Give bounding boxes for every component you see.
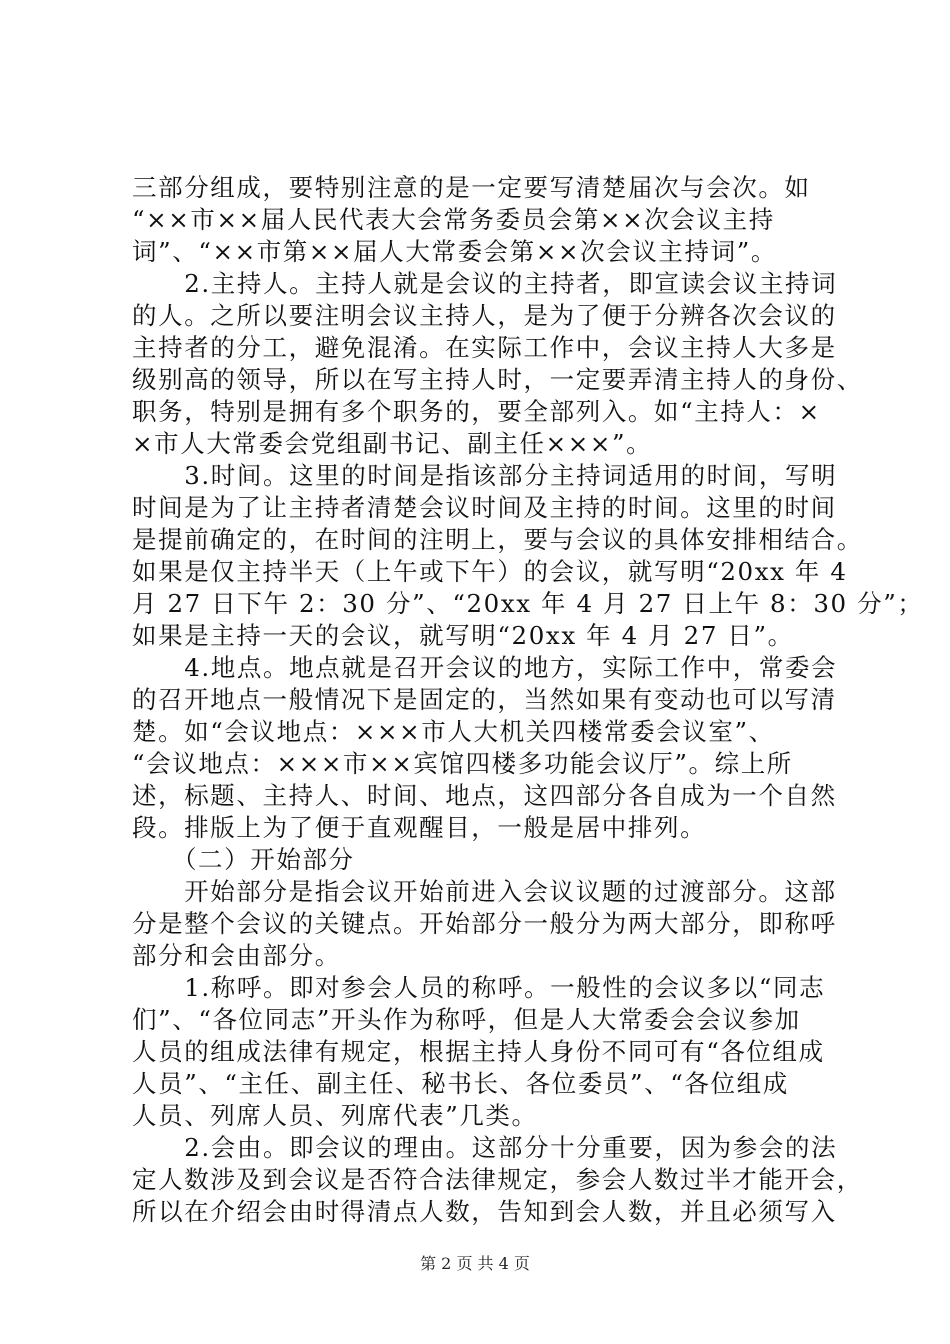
text-line: 所以在介绍会由时得清点人数，告知到会人数，并且必须写入 [132,1197,837,1226]
text-line: 月 27 日下午 2：30 分”、“20xx 年 4 月 27 日上午 8：30 分”； [132,589,924,618]
page-number-footer: 第 2 页 共 4 页 [420,1254,530,1273]
text-line: 如果是主持一天的会议，就写明“20xx 年 4 月 27 日”。 [132,621,794,650]
text-line: 三部分组成，要特别注意的是一定要写清楚届次与会次。如 [132,173,811,202]
text-line: 述，标题、主持人、时间、地点，这四部分各自成为一个自然 [132,781,837,810]
text-line: 部分和会由部分。 [132,941,341,970]
text-line: 1.称呼。即对参会人员的称呼。一般性的会议多以“同志 [132,973,826,1002]
text-line: 3.时间。这里的时间是指该部分主持词适用的时间，写明 [132,461,838,490]
text-line: 是提前确定的，在时间的注明上，要与会议的具体安排相结合。 [132,525,863,554]
text-line: ×市人大常委会党组副书记、副主任×××”。 [132,429,653,458]
text-line: 开始部分是指会议开始前进入会议议题的过渡部分。这部 [132,877,837,906]
text-line: 2.主持人。主持人就是会议的主持者，即宣读会议主持词 [132,269,838,298]
text-line: 人员”、“主任、副主任、秘书长、各位委员”、“各位组成 [132,1069,789,1098]
text-line: “会议地点：×××市××宾馆四楼多功能会议厅”。综上所 [132,749,793,778]
text-line: 人员、列席人员、列席代表”几类。 [132,1101,538,1130]
text-line: 们”、“各位同志”开头作为称呼，但是人大常委会会议参加 [132,1005,801,1034]
text-line: 时间是为了让主持者清楚会议时间及主持的时间。这里的时间 [132,493,837,522]
text-line: 如果是仅主持半天（上午或下午）的会议，就写明“20xx 年 4 [132,557,848,586]
text-line: 定人数涉及到会议是否符合法律规定，参会人数过半才能开会， [132,1165,863,1194]
text-line: 职务，特别是拥有多个职务的，要全部列入。如“主持人：× [132,397,821,426]
text-line: 级别高的领导，所以在写主持人时，一定要弄清主持人的身份、 [132,365,863,394]
text-line: 词”、“××市第××届人大常委会第××次会议主持词”。 [132,237,777,266]
text-line: 主持者的分工，避免混淆。在实际工作中，会议主持人大多是 [132,333,837,362]
text-line: 楚。如“会议地点：×××市人大机关四楼常委会议室”、 [132,717,775,746]
text-line: 4.地点。地点就是召开会议的地方，实际工作中，常委会 [132,653,838,682]
text-line: 分是整个会议的关键点。开始部分一般分为两大部分，即称呼 [132,909,837,938]
text-line: 的人。之所以要注明会议主持人，是为了便于分辨各次会议的 [132,301,837,330]
text-line: 2.会由。即会议的理由。这部分十分重要，因为参会的法 [132,1133,838,1162]
text-line: “××市××届人民代表大会常务委员会第××次会议主持 [132,205,775,234]
section-heading: （二）开始部分 [132,845,355,874]
text-line: 人员的组成法律有规定，根据主持人身份不同可有“各位组成 [132,1037,825,1066]
text-line: 的召开地点一般情况下是固定的，当然如果有变动也可以写清 [132,685,837,714]
text-line: 段。排版上为了便于直观醒目，一般是居中排列。 [132,813,707,842]
